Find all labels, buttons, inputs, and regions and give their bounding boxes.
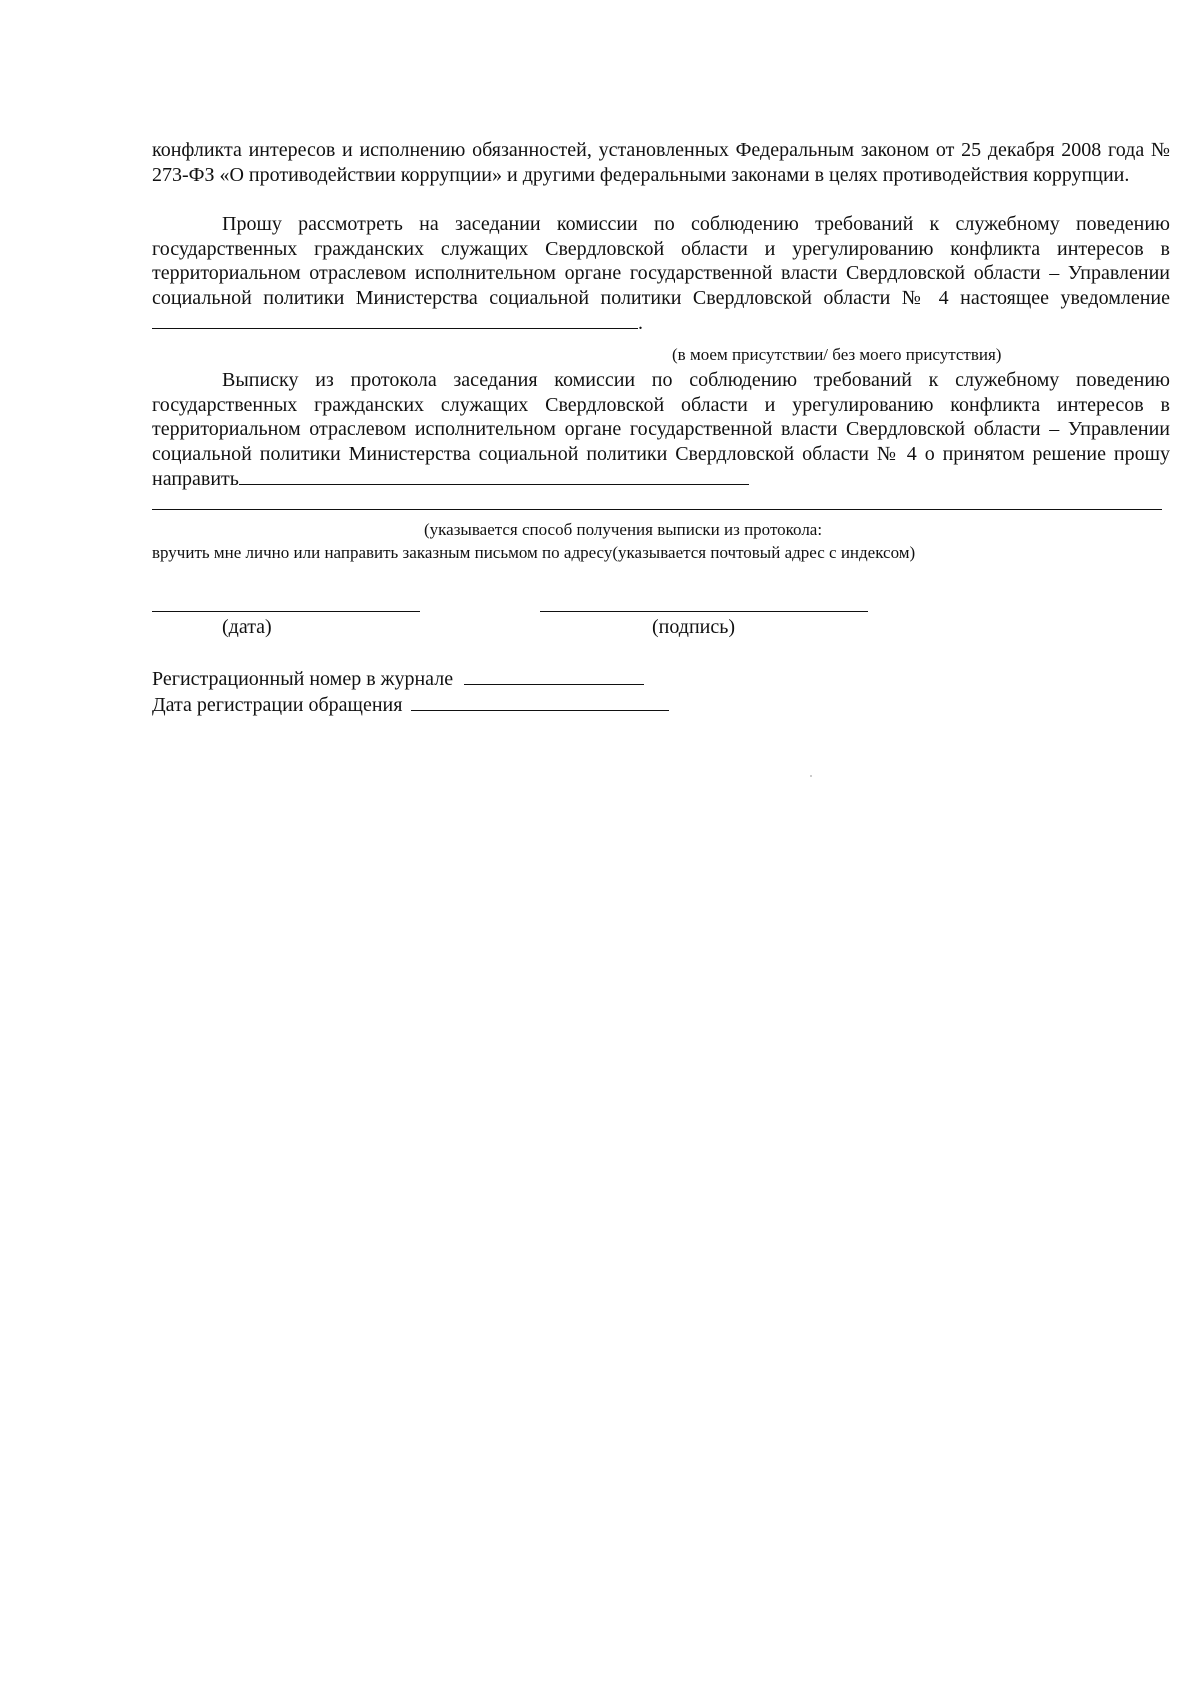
delivery-blank-field[interactable]	[239, 466, 749, 485]
method-note-line-1: (указывается способ получения выписки из протокола:	[424, 520, 823, 539]
method-note-line-2: вручить мне лично или направить заказным письмом по адресу(указывается почтовый адрес с индексом)	[152, 543, 916, 562]
paragraph-extract-text: Выписку из протокола заседания комиссии по соблюдению требований к служебному поведению государственных гражданских служащих Свердловской области и урегулированию конфликта интересов в территориальном отраслевом исполнительном органе государственной власти Свердловской области – Управлении социальной политики Министерства социальной политики Свердловской области № 4 о принятом решение прошу направить	[152, 369, 1170, 490]
registration-number-row	[152, 666, 644, 692]
presence-note: (в моем присутствии/ без моего присутствия)	[672, 345, 1002, 364]
paragraph-extract	[152, 368, 1170, 492]
paragraph-request-end: .	[638, 312, 643, 334]
scan-speck	[810, 775, 812, 777]
paragraph-intro-text: конфликта интересов и исполнению обязанностей, установленных Федеральным законом от 25 декабря 2008 года № 273-ФЗ «О противодействии коррупции» и другими федеральными законами в целях противодействия коррупции.	[152, 139, 1170, 186]
signature-caption: (подпись)	[652, 616, 736, 638]
paragraph-intro	[152, 138, 1170, 187]
registration-date-label: Дата регистрации обращения	[152, 694, 403, 716]
paragraph-request-text: Прошу рассмотреть на заседании комиссии по соблюдению требований к служебному поведению государственных гражданских служащих Свердловской области и урегулированию конфликта интересов в территориальном отраслевом исполнительном органе государственной власти Свердловской области – Управлении социальной политики Министерства социальной политики Свердловской области № 4 настоящее уведомление	[152, 213, 1170, 309]
delivery-blank-line-2[interactable]	[152, 509, 1162, 510]
date-blank-line[interactable]	[152, 611, 420, 612]
registration-date-field[interactable]	[411, 692, 669, 711]
registration-number-field[interactable]	[464, 666, 644, 685]
presence-blank-field[interactable]	[152, 310, 638, 329]
registration-number-label: Регистрационный номер в журнале	[152, 668, 454, 690]
date-caption: (дата)	[222, 616, 272, 638]
registration-date-row	[152, 692, 669, 718]
paragraph-request	[152, 212, 1170, 336]
signature-blank-line[interactable]	[540, 611, 868, 612]
